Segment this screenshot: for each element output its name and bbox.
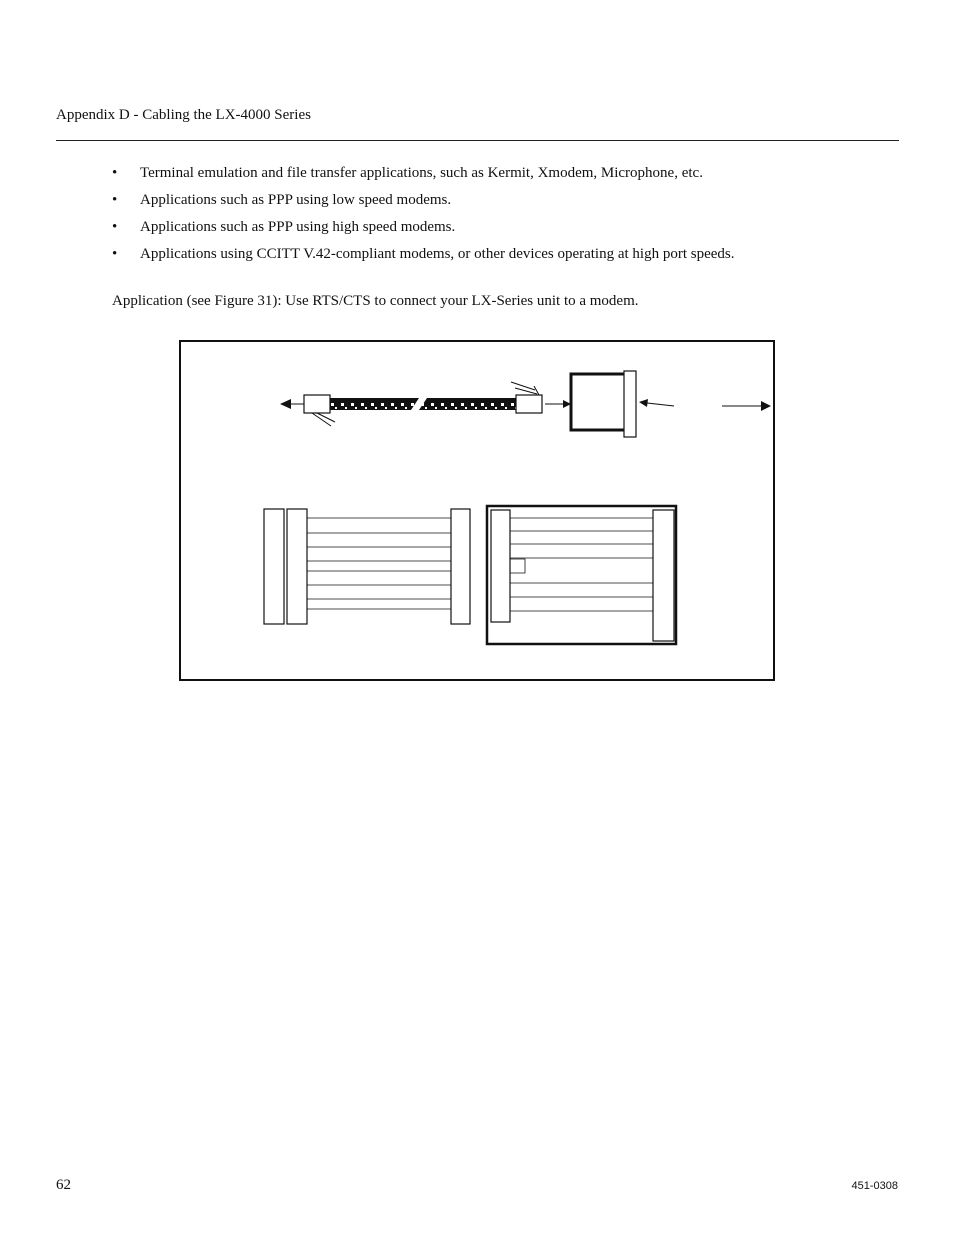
right-rj45-plug (516, 395, 542, 413)
document-number: 451-0308 (851, 1180, 898, 1192)
page-header: Appendix D - Cabling the LX-4000 Series (56, 107, 311, 123)
bullet-marker: • (112, 219, 118, 235)
list-item (112, 162, 814, 184)
rj45-pin-block (287, 509, 307, 624)
bullet-marker: • (112, 165, 118, 181)
page-number: 62 (56, 1177, 71, 1193)
application-paragraph: Application (see Figure 31): Use RTS/CTS to connect your LX-Series unit to a modem. (112, 293, 639, 309)
list-item (112, 243, 814, 265)
bullet-text: Applications such as PPP using low speed modems. (140, 192, 452, 208)
adapter-box (487, 506, 676, 644)
cable-segment-right (419, 398, 516, 410)
lx-port-block (264, 509, 284, 624)
bullet-marker: • (112, 192, 118, 208)
bullet-text: Applications such as PPP using high speed modems. (140, 219, 456, 235)
list-item (112, 189, 814, 211)
bullet-marker: • (112, 246, 118, 262)
cabling-figure (179, 340, 775, 681)
list-item (112, 216, 814, 238)
adapter-body (571, 374, 627, 430)
left-rj45-plug (304, 395, 330, 413)
adapter-connector (624, 371, 636, 437)
cable-segment-left (330, 398, 419, 410)
bullet-text: Terminal emulation and file transfer applications, such as Kermit, Xmodem, Microphone, etc. (140, 165, 703, 181)
adapter-rj45-block (491, 510, 510, 622)
bullet-text: Applications using CCITT V.42-compliant modems, or other devices operating at high port speeds. (140, 246, 735, 262)
db25-block (653, 510, 674, 641)
bullet-list (112, 162, 814, 270)
header-rule (56, 140, 899, 141)
cable-end-block (451, 509, 470, 624)
